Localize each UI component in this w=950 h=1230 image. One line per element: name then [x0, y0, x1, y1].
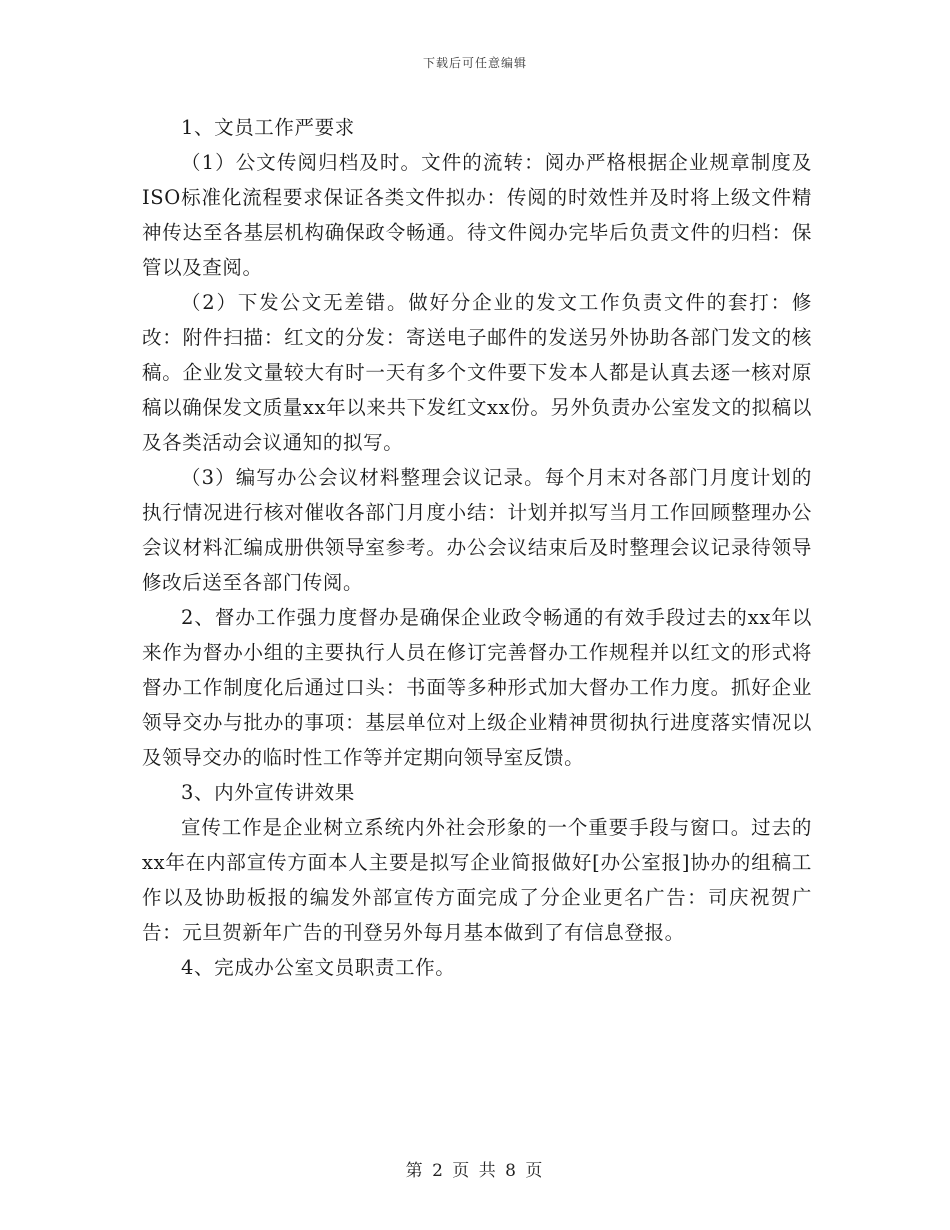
section-heading-3: 3、内外宣传讲效果 — [181, 781, 355, 804]
paragraph-1-3: （3）编写办公会议材料整理会议记录。每个月末对各部门月度计划的执行情况进行核对催收各部门月度小结：计划并拟写当月工作回顾整理办公会议材料汇编成册供领导室参考。办公会议结束后及时整理会议记录待领导修改后送至各部门传阅。 — [142, 466, 812, 594]
paragraph-1-1: （1）公文传阅归档及时。文件的流转：阅办严格根据企业规章制度及ISO标准化流程要求保证各类文件拟办：传阅的时效性并及时将上级文件精神传达至各基层机构确保政令畅通。待文件阅办完毕后负责文件的归档：保管以及查阅。 — [142, 151, 812, 279]
paragraph-2: 2、督办工作强力度督办是确保企业政令畅通的有效手段过去的xx年以来作为督办小组的主要执行人员在修订完善督办工作规程并以红文的形式将督办工作制度化后通过口头：书面等多种形式加大督办工作力度。抓好企业领导交办与批办的事项：基层单位对上级企业精神贯彻执行进度落实情况以及领导交办的临时性工作等并定期向领导室反馈。 — [142, 606, 812, 769]
section-heading-1: 1、文员工作严要求 — [181, 116, 355, 139]
document-body — [142, 110, 812, 985]
paragraph-1-2: （2）下发公文无差错。做好分企业的发文工作负责文件的套打：修改：附件扫描：红文的分发：寄送电子邮件的发送另外协助各部门发文的核稿。企业发文量较大有时一天有多个文件要下发本人都是认真去逐一核对原稿以确保发文质量xx年以来共下发红文xx份。另外负责办公室发文的拟稿以及各类活动会议通知的拟写。 — [142, 291, 812, 454]
paragraph-3: 宣传工作是企业树立系统内外社会形象的一个重要手段与窗口。过去的xx年在内部宣传方面本人主要是拟写企业简报做好[办公室报]协办的组稿工作以及协助板报的编发外部宣传方面完成了分企业更名广告：司庆祝贺广告：元旦贺新年广告的刊登另外每月基本做到了有信息登报。 — [142, 816, 812, 944]
page-number: 第 2 页 共 8 页 — [405, 1161, 545, 1181]
page-header-note: 下载后可任意编辑 — [422, 56, 527, 70]
section-heading-4: 4、完成办公室文员职责工作。 — [181, 956, 456, 979]
